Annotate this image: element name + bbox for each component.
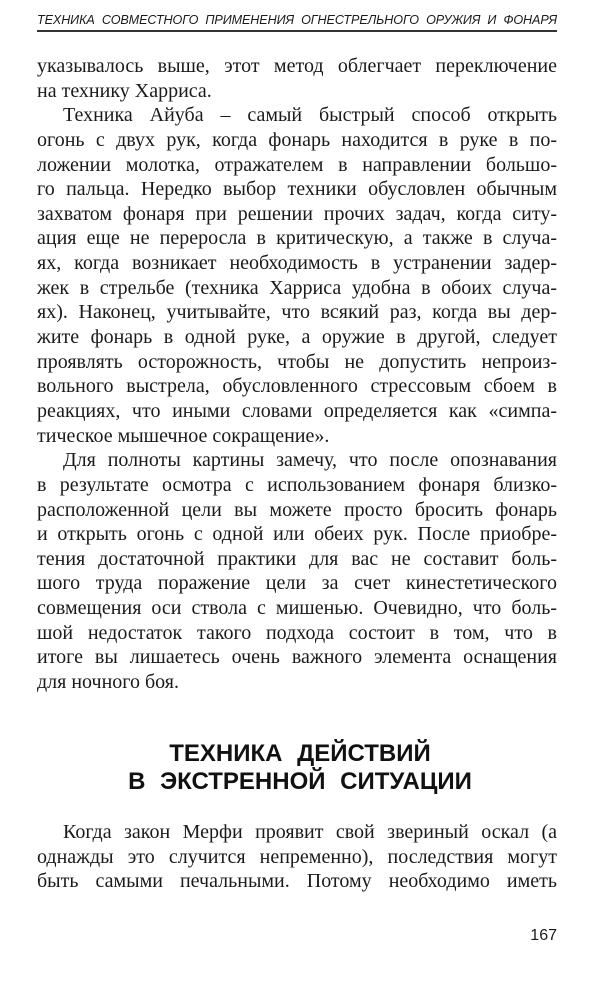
running-head: ТЕХНИКА СОВМЕСТНОГО ПРИМЕНЕНИЯ ОГНЕСТРЕЛЬНОГО ОРУЖИЯ И ФОНАРЯ — [37, 13, 557, 27]
text-line: для ночного боя. — [37, 671, 180, 694]
text-line: итоге вы лишаетесь очень важного элемента оснащения — [37, 646, 557, 669]
text-line: шой недостаток такого подхода состоит в том, что в — [37, 621, 557, 644]
text-line: реакциях, что иными словами определяется как «симпа- — [37, 399, 557, 422]
text-line: огонь с двух рук, когда фонарь находится в руке в по- — [37, 128, 557, 151]
text-line: вольного выстрела, обусловленного стрессовым сбоем в — [37, 375, 557, 398]
text-line: в результате осмотра с использованием фонаря близко- — [37, 473, 557, 496]
text-line: Для полноты картины замечу, что после опознавания — [63, 449, 557, 472]
text-line: и открыть огонь с одной или обеих рук. После приобре- — [37, 523, 557, 546]
text-line: Техника Айуба – самый быстрый способ открыть — [63, 104, 557, 127]
text-line: тения достаточной практики для вас не составит боль- — [37, 547, 557, 570]
text-line: шого труда поражение цели за счет кинестетического — [37, 572, 557, 595]
text-line: проявлять осторожность, чтобы не допустить непроиз- — [37, 350, 557, 373]
section-heading — [0, 740, 600, 796]
text-line: ях, когда возникает необходимость в устранении задер- — [37, 252, 557, 275]
text-line: расположенной цели вы можете просто бросить фонарь — [37, 498, 557, 521]
text-line: захватом фонаря при решении прочих задач, когда ситу- — [37, 202, 557, 225]
text-line: ация еще не переросла в критическую, а также в случа- — [37, 227, 557, 250]
header-rule — [37, 30, 557, 32]
text-line: жите фонарь в одной руке, а оружие в другой, следует — [37, 326, 557, 349]
text-line: ложении молотка, отражателем в направлении большо- — [37, 153, 557, 176]
text-line: ях). Наконец, учитывайте, что всякий раз, когда вы дер- — [37, 301, 557, 324]
body-text-block — [37, 54, 557, 695]
body-text-block — [37, 820, 557, 894]
text-line: указывалось выше, этот метод облегчает переключение — [37, 55, 557, 77]
text-line: тическое мышечное сокращение». — [37, 424, 330, 447]
section-heading-line: ТЕХНИКА ДЕЙСТВИЙ — [169, 740, 431, 767]
page-number: 167 — [530, 927, 557, 944]
section-heading-line: В ЭКСТРЕННОЙ СИТУАЦИИ — [128, 768, 472, 795]
text-line: однажды это случится непременно), последствия могут — [37, 845, 557, 868]
text-line: совмещения оси ствола с мишенью. Очевидно, что боль- — [37, 597, 557, 620]
text-line: быть самыми печальными. Потому необходимо иметь — [37, 870, 557, 893]
text-line: Когда закон Мерфи проявит свой звериный оскал (а — [63, 821, 557, 843]
text-line: го пальца. Нередко выбор техники обусловлен обычным — [37, 178, 557, 201]
text-line: на технику Харриса. — [37, 79, 212, 102]
text-line: жек в стрельбе (техника Харриса удобна в обоих случа- — [37, 276, 557, 299]
